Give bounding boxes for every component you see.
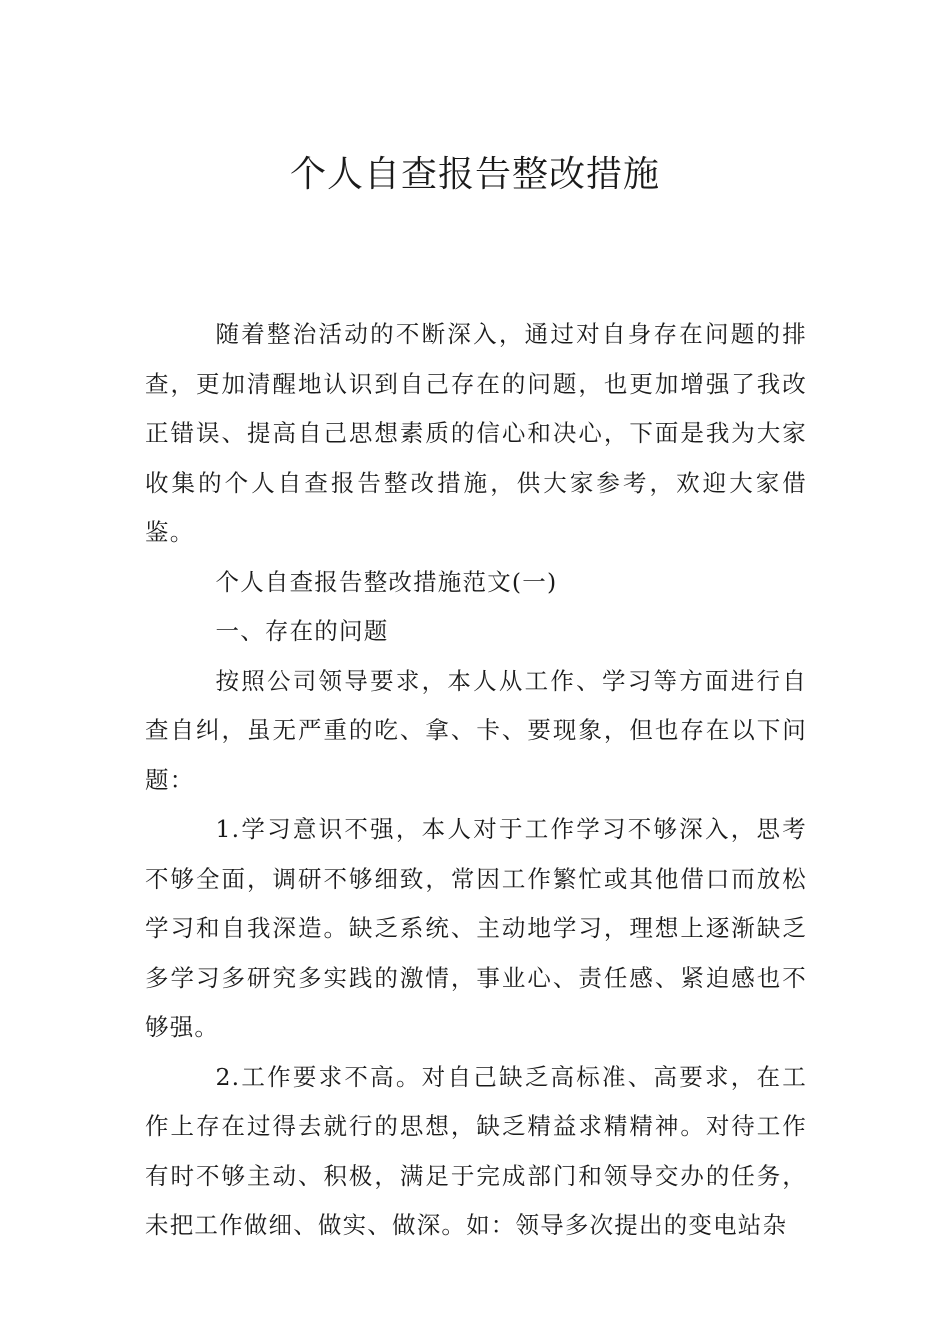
subheading-existing-problems: 一、存在的问题 xyxy=(215,617,389,645)
section-heading-sample-one: 个人自查报告整改措施范文(一) xyxy=(215,567,558,596)
paragraph-item-2: 2.工作要求不高。对自己缺乏高标准、高要求，在工作上存在过得去就行的思想，缺乏精益求精精神。对待工作有时不够主动、积极，满足于完成部门和领导交办的任务，未把工作做细、做实、做深。如：领导多次提出的变电站杂 xyxy=(145,1062,807,1239)
document-body xyxy=(145,310,807,1251)
intro-paragraph: 随着整治活动的不断深入，通过对自身存在问题的排查，更加清醒地认识到自己存在的问题，也更加增强了我改正错误、提高自己思想素质的信心和决心，下面是我为大家收集的个人自查报告整改措施，供大家参考，欢迎大家借鉴。 xyxy=(145,320,807,546)
document-title: 个人自查报告整改措施 xyxy=(289,154,660,195)
paragraph-item-1: 1.学习意识不强，本人对于工作学习不够深入，思考不够全面，调研不够细致，常因工作繁忙或其他借口而放松学习和自我深造。缺乏系统、主动地学习，理想上逐渐缺乏多学习多研究多实践的激情，事业心、责任感、紧迫感也不够强。 xyxy=(145,815,807,1041)
paragraph-self-inspection: 按照公司领导要求，本人从工作、学习等方面进行自查自纠，虽无严重的吃、拿、卡、要现象，但也存在以下问题： xyxy=(145,666,807,794)
